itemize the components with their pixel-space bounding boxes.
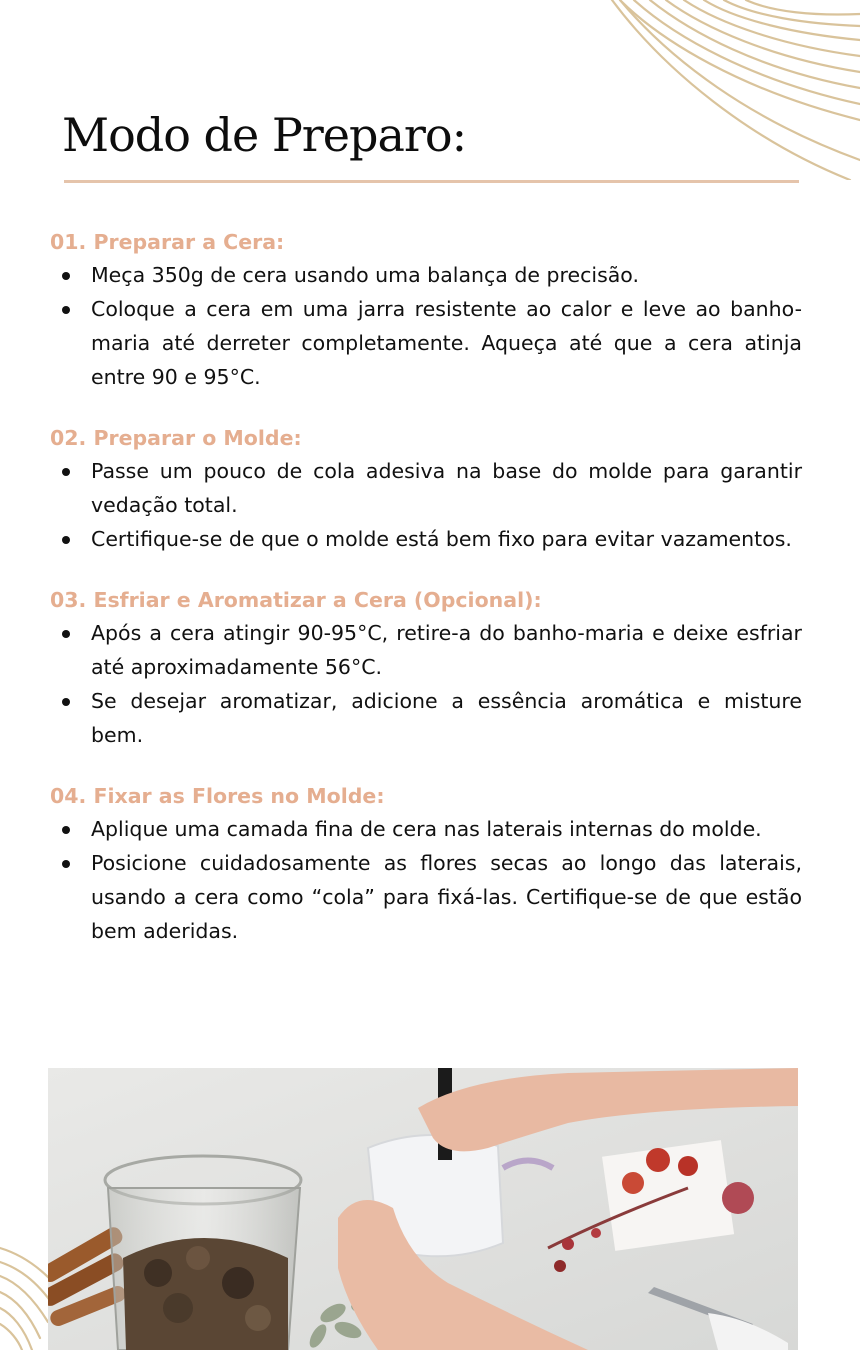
bullet-item: Se desejar aromatizar, adicione a essência aromática e misture bem.	[50, 684, 802, 752]
photo-illustration	[48, 1068, 798, 1350]
step-bullets	[50, 454, 802, 556]
step-3	[50, 584, 802, 752]
step-4	[50, 780, 802, 948]
step-heading: 02. Preparar o Molde:	[50, 426, 302, 450]
bullet-item: Certifique-se de que o molde está bem fixo para evitar vazamentos.	[50, 522, 802, 556]
page-title: Modo de Preparo:	[62, 108, 467, 162]
bullet-item: Posicione cuidadosamente as flores secas ao longo das laterais, usando a cera como “cola” para fixá-las. Certifique-se de que estão bem aderidas.	[50, 846, 802, 948]
step-2	[50, 422, 802, 556]
bullet-item: Coloque a cera em uma jarra resistente ao calor e leve ao banho-maria até derreter completamente. Aqueça até que a cera atinja entre 90 e 95°C.	[50, 292, 802, 394]
step-bullets	[50, 258, 802, 394]
step-heading: 04. Fixar as Flores no Molde:	[50, 784, 385, 808]
title-divider	[64, 180, 799, 183]
bullet-item: Após a cera atingir 90-95°C, retire-a do banho-maria e deixe esfriar até aproximadamente 56°C.	[50, 616, 802, 684]
step-heading: 01. Preparar a Cera:	[50, 230, 285, 254]
step-1	[50, 226, 802, 394]
bullet-item: Passe um pouco de cola adesiva na base do molde para garantir vedação total.	[50, 454, 802, 522]
steps-list	[50, 226, 802, 976]
candle-making-photo	[48, 1068, 798, 1350]
bullet-item: Meça 350g de cera usando uma balança de precisão.	[50, 258, 802, 292]
step-bullets	[50, 812, 802, 948]
step-heading: 03. Esfriar e Aromatizar a Cera (Opcional):	[50, 588, 542, 612]
step-bullets	[50, 616, 802, 752]
bullet-item: Aplique uma camada fina de cera nas laterais internas do molde.	[50, 812, 802, 846]
decorative-lines-top	[600, 0, 860, 180]
